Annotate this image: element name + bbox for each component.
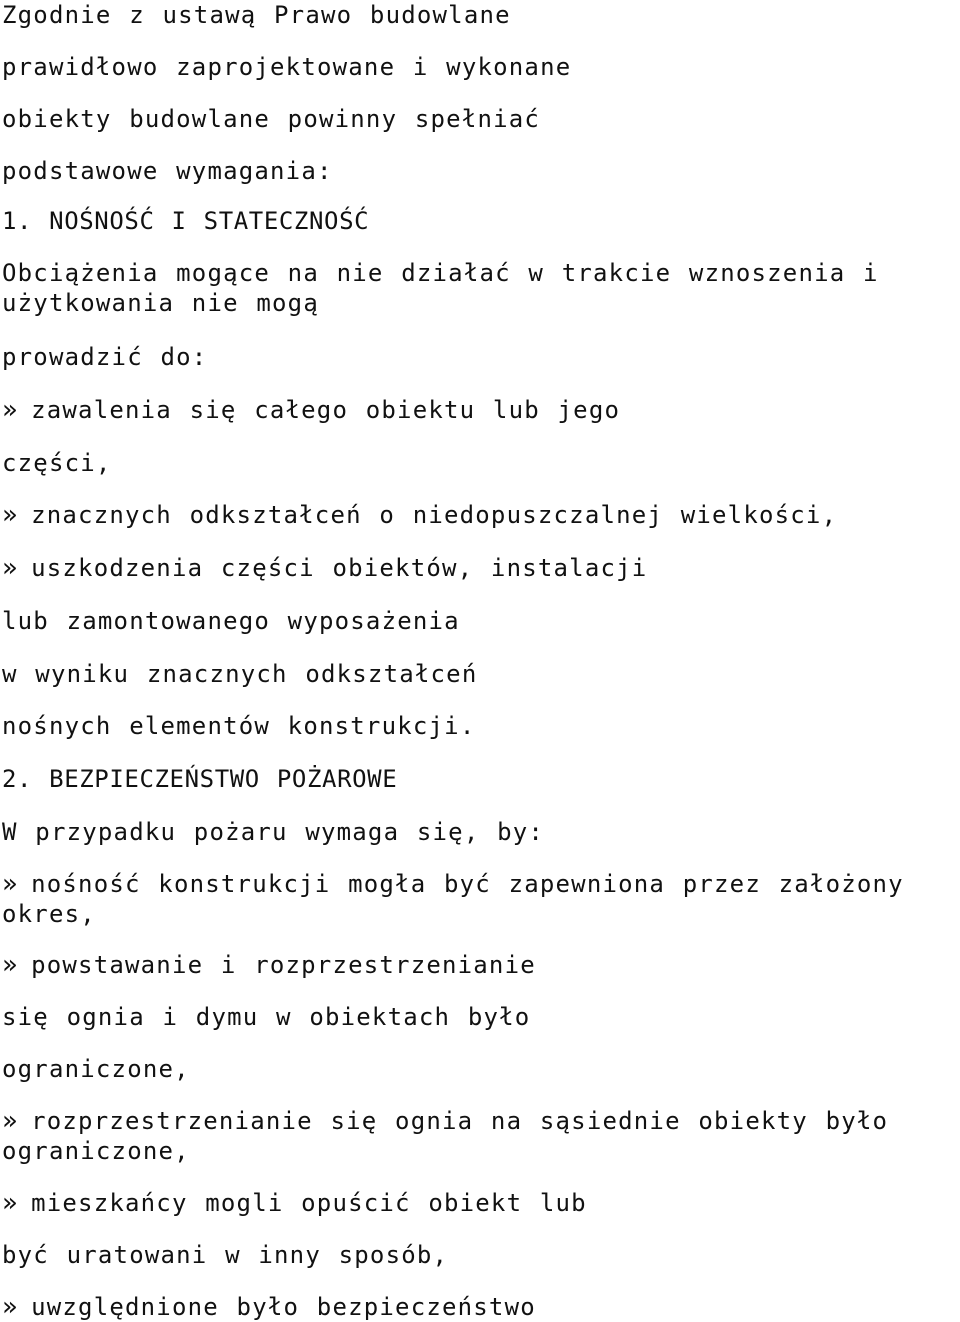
bullet-text: uwzględnione było bezpieczeństwo — [31, 1293, 536, 1321]
section-2-bullet-4 — [2, 1188, 587, 1218]
bullet-text: powstawanie i rozprzestrzenianie — [31, 951, 536, 979]
bullet-marker: » — [2, 1188, 20, 1218]
section-1-bullet-3-cont-3: nośnych elementów konstrukcji. — [2, 712, 476, 740]
section-1-paragraph-cont: prowadzić do: — [2, 343, 208, 371]
bullet-marker: » — [2, 950, 20, 980]
bullet-marker: » — [2, 395, 20, 425]
bullet-text: mieszkańcy mogli opuścić obiekt lub — [31, 1189, 587, 1217]
section-2-bullet-1 — [2, 869, 958, 929]
bullet-text: rozprzestrzenianie się ognia na sąsiednie obiekty było ograniczone, — [2, 1107, 889, 1165]
section-1-bullet-1-cont: części, — [2, 449, 112, 477]
bullet-marker: » — [2, 553, 20, 583]
bullet-marker: » — [2, 869, 20, 899]
section-1-bullet-3-cont-2: w wyniku znacznych odkształceń — [2, 660, 478, 688]
intro-line-3: obiekty budowlane powinny spełniać — [2, 105, 541, 133]
section-1-bullet-1 — [2, 395, 620, 425]
section-1-bullet-3-cont-1: lub zamontowanego wyposażenia — [2, 607, 460, 635]
bullet-text: znacznych odkształceń o niedopuszczalnej wielkości, — [31, 501, 838, 529]
intro-line-1: Zgodnie z ustawą Prawo budowlane — [2, 1, 511, 29]
bullet-text: nośność konstrukcji mogła być zapewniona przez założony okres, — [2, 870, 904, 928]
section-1-heading: 1. NOŚNOŚĆ I STATECZNOŚĆ — [2, 207, 370, 235]
section-1-paragraph: Obciążenia mogące na nie działać w trakcie wznoszenia i użytkowania nie mogą — [2, 259, 879, 317]
section-1-bullet-3 — [2, 553, 647, 583]
section-2-bullet-5 — [2, 1292, 536, 1322]
section-2-bullet-2-cont-1: się ognia i dymu w obiektach było — [2, 1003, 531, 1031]
section-2-bullet-4-cont: być uratowani w inny sposób, — [2, 1241, 449, 1269]
section-2-heading: 2. BEZPIECZEŃSTWO POŻAROWE — [2, 765, 398, 793]
intro-line-4: podstawowe wymagania: — [2, 157, 333, 185]
bullet-marker: » — [2, 500, 20, 530]
bullet-text: zawalenia się całego obiektu lub jego — [31, 396, 621, 424]
section-1-bullet-2 — [2, 500, 837, 530]
bullet-marker: » — [2, 1106, 20, 1136]
intro-line-2: prawidłowo zaprojektowane i wykonane — [2, 53, 572, 81]
bullet-marker: » — [2, 1292, 20, 1322]
section-2-bullet-3 — [2, 1106, 958, 1166]
bullet-text: uszkodzenia części obiektów, instalacji — [31, 554, 648, 582]
section-2-bullet-2-cont-2: ograniczone, — [2, 1055, 190, 1083]
section-2-paragraph: W przypadku pożaru wymaga się, by: — [2, 818, 545, 846]
section-2-bullet-2 — [2, 950, 536, 980]
